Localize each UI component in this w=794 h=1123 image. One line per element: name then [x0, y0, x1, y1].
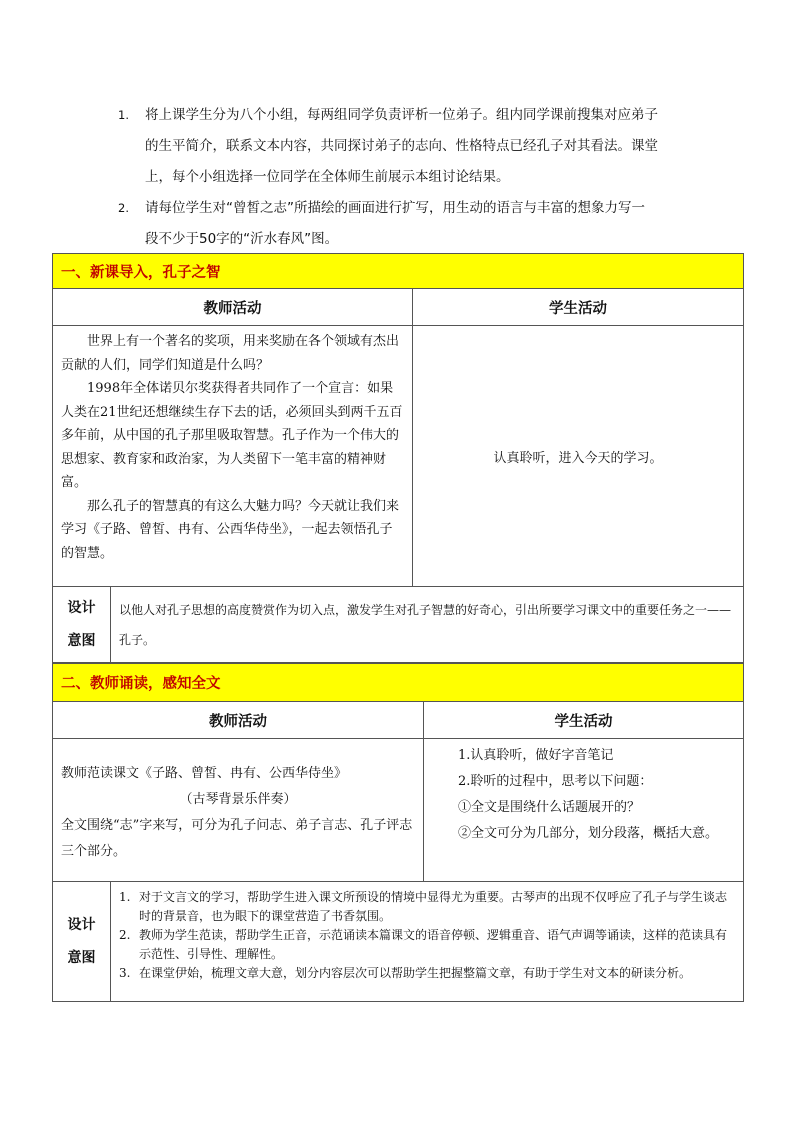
list-line: 上，每个小组选择一位同学在全体师生前展示本组讨论结果。 [145, 169, 510, 185]
student-line: 1.认真聆听，做好字音笔记 [458, 748, 614, 763]
section2-table [52, 663, 744, 1002]
list-number: 3. [119, 966, 131, 980]
teacher-paragraph: 那么孔子的智慧真的有这么大魅力吗？今天就让我们来学习《子路、曾皙、冉有、公西华侍坐》，一起去领悟孔子的智慧。 [61, 498, 400, 561]
intent-label-line: 意图 [67, 632, 96, 649]
list-number: 2. [119, 928, 131, 942]
design-intent-text: 以他人对孔子思想的高度赞赏作为切入点，激发学生对孔子智慧的好奇心，引出所要学习课文中的重要任务之一——孔子。 [111, 587, 744, 663]
section1-table [52, 253, 744, 663]
design-intent-label [53, 587, 111, 663]
section2-title: 二、教师诵读，感知全文 [53, 664, 744, 702]
list-line: 的生平简介，联系文本内容，共同探讨弟子的志向、性格特点已经孔子对其看法。课堂 [145, 138, 658, 154]
list-item [118, 100, 678, 193]
list-item [119, 888, 735, 926]
teacher-activity-cell [53, 326, 413, 587]
intent-text: 教师为学生范读，帮助学生正音，示范诵读本篇课文的语音停顿、逻辑重音、语气声调等诵读，这样的范读具有示范性、引导性、理解性。 [139, 928, 728, 961]
list-line: 请每位学生对“曾皙之志”所描绘的画面进行扩写，用生动的语言与丰富的想象力写一 [145, 200, 645, 216]
design-intent-list [111, 882, 744, 1002]
teacher-line: 全文围绕“志”字来写，可分为孔子问志、弟子言志、孔子评志三个部分。 [61, 818, 413, 859]
homework-list [118, 100, 678, 255]
list-line: 段不少于50字的“沂水春风”图。 [145, 231, 339, 247]
student-activity-cell [424, 739, 744, 882]
student-activity-cell: 认真聆听，进入今天的学习。 [413, 326, 744, 587]
teacher-activity-header: 教师活动 [53, 289, 413, 326]
teacher-paragraph: 1998年全体诺贝尔奖获得者共同作了一个宣言：如果人类在21世纪还想继续生存下去的话，必须回头到两千五百多年前，从中国的孔子那里吸取智慧。孔子作为一个伟大的思想家、教育家和政治家，为人类留下一笔丰富的精神财富。 [61, 381, 403, 490]
teacher-paragraph: 世界上有一个著名的奖项，用来奖励在各个领域有杰出贡献的人们，同学们知道是什么吗？ [61, 334, 400, 373]
list-item [118, 193, 678, 255]
student-line: ②全文可分为几部分，划分段落，概括大意。 [458, 826, 719, 841]
teacher-activity-cell [53, 739, 424, 882]
design-intent-label [53, 882, 111, 1002]
design-label-line: 设计 [67, 916, 96, 933]
list-number: 1. [118, 108, 129, 122]
intent-text: 对于文言文的学习，帮助学生进入课文所预设的情境中显得尤为重要。古琴声的出现不仅呼应了孔子与学生谈志时的背景音，也为眼下的课堂营造了书香氛围。 [139, 890, 728, 923]
list-item [119, 964, 735, 983]
design-label-line: 设计 [67, 599, 96, 616]
list-line: 将上课学生分为八个小组，每两组同学负责评析一位弟子。组内同学课前搜集对应弟子 [145, 107, 658, 123]
list-number: 1. [119, 890, 131, 904]
student-line: ①全文是围绕什么话题展开的？ [458, 800, 641, 815]
student-activity-header: 学生活动 [424, 702, 744, 739]
teacher-activity-header: 教师活动 [53, 702, 424, 739]
list-number: 2. [118, 201, 129, 215]
intent-label-line: 意图 [67, 949, 96, 966]
student-activity-header: 学生活动 [413, 289, 744, 326]
section1-title: 一、新课导入，孔子之智 [53, 254, 744, 289]
list-item [119, 926, 735, 964]
student-line: 2.聆听的过程中，思考以下问题： [458, 774, 653, 789]
intent-text: 在课堂伊始，梳理文章大意，划分内容层次可以帮助学生把握整篇文章，有助于学生对文本的研读分析。 [139, 966, 692, 980]
teacher-line: （古琴背景乐伴奏） [179, 792, 297, 807]
teacher-line: 教师范读课文《子路、曾皙、冉有、公西华侍坐》 [61, 766, 348, 781]
